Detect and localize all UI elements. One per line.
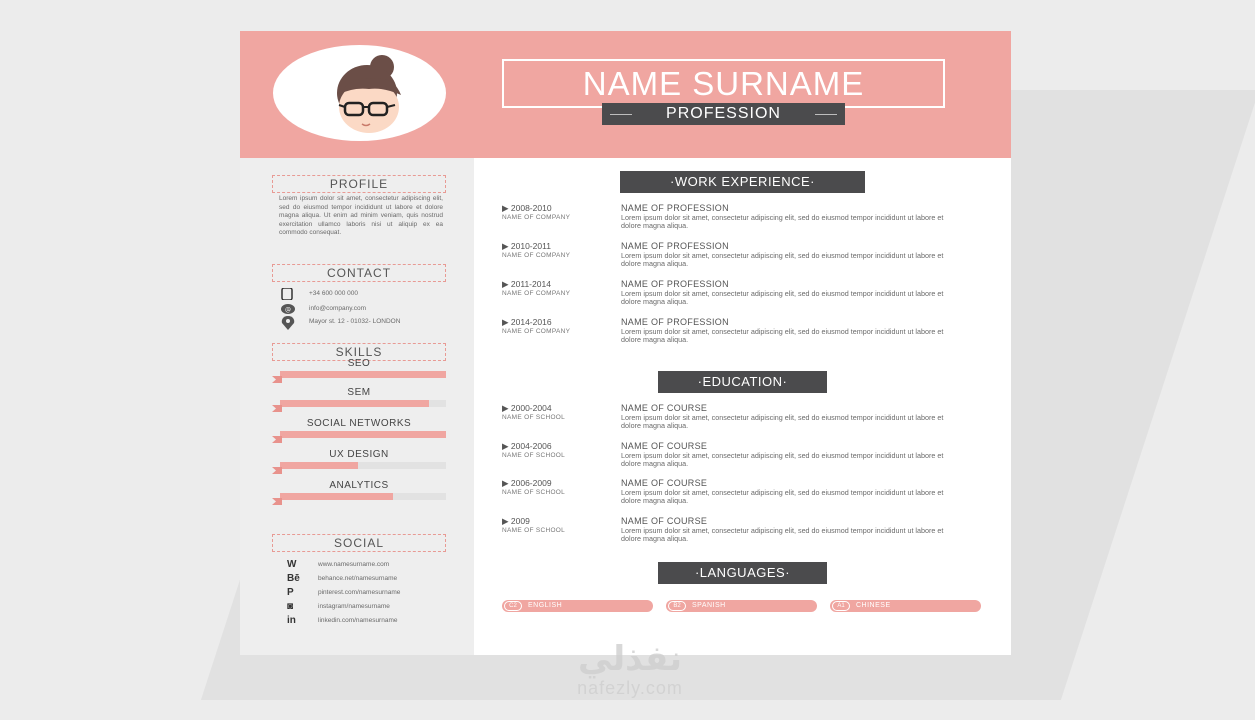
entry-description: Lorem ipsum dolor sit amet, consectetur adipiscing elit, sed do eiusmod tempor incididunt ut labore et dolore magna aliqua. [621, 451, 944, 468]
ribbon-tail-icon [272, 376, 282, 383]
entry-date: ▶ 2011-2014 [502, 279, 551, 289]
social-link-text: www.namesurname.com [318, 561, 390, 568]
skill-bar [280, 493, 446, 500]
skill-bar-fill [280, 400, 429, 407]
phone-icon [280, 288, 294, 300]
language-name: SPANISH [692, 602, 726, 609]
entry-organization: NAME OF SCHOOL [502, 414, 566, 421]
social-behance[interactable] [287, 573, 457, 585]
skill-bar [280, 462, 446, 469]
language-name: CHINESE [856, 602, 891, 609]
entry-date: ▶ 2006-2009 [502, 478, 552, 488]
entry-date: ▶ 2000-2004 [502, 403, 552, 413]
entry-title: NAME OF PROFESSION [621, 203, 729, 213]
entry-title: NAME OF COURSE [621, 516, 708, 526]
watermark-latin: nafezly.com [577, 678, 683, 698]
contact-phone: +34 600 000 000 [280, 288, 460, 300]
skill-bar-fill [280, 371, 446, 378]
entry-title: NAME OF PROFESSION [621, 317, 729, 327]
work-entry [502, 203, 972, 231]
profile-text: Lorem ipsum dolor sit amet, consectetur adipiscing elit, sed do eiusmod tempor incididunt ut labore et dolore magna aliqua. Ut enim ad minim veniam, quis nostrud exercitation ullamco laboris nisi ut aliquip ex ea commodo consequat. [279, 195, 443, 237]
entry-date: ▶ 2008-2010 [502, 203, 552, 213]
entry-description: Lorem ipsum dolor sit amet, consectetur adipiscing elit, sed do eiusmod tempor incididunt ut labore et dolore magna aliqua. [621, 413, 944, 430]
entry-description: Lorem ipsum dolor sit amet, consectetur adipiscing elit, sed do eiusmod tempor incididunt ut labore et dolore magna aliqua. [621, 526, 944, 543]
entry-organization: NAME OF SCHOOL [502, 489, 566, 496]
skill-label: SOCIAL NETWORKS [306, 418, 412, 429]
work-experience-heading: ·WORK EXPERIENCE· [620, 171, 865, 193]
social-linkedin[interactable] [287, 615, 457, 627]
skill-bar-fill [280, 431, 446, 438]
skill-bar [280, 371, 446, 378]
entry-organization: NAME OF SCHOOL [502, 452, 566, 459]
linkedin-icon: in [287, 615, 296, 626]
resume-sheet [240, 31, 1011, 655]
entry-date: ▶ 2004-2006 [502, 441, 552, 451]
entry-description: Lorem ipsum dolor sit amet, consectetur adipiscing elit, sed do eiusmod tempor incididunt ut labore et dolore magna aliqua. [621, 488, 944, 505]
ribbon-tail-icon [272, 498, 282, 505]
skill-bar-fill [280, 493, 393, 500]
wordpress-icon: W [287, 559, 297, 570]
avatar-illustration-icon [273, 45, 446, 141]
resume-header [240, 31, 1011, 158]
language-name: ENGLISH [528, 602, 563, 609]
work-entry [502, 279, 972, 307]
social-link-text: instagram/namesurname [318, 603, 390, 610]
entry-organization: NAME OF COMPANY [502, 252, 571, 259]
full-name: NAME SURNAME [502, 59, 945, 108]
sidebar [240, 158, 474, 655]
social-link-text: linkedin.com/namesurname [318, 617, 398, 624]
entry-description: Lorem ipsum dolor sit amet, consectetur adipiscing elit, sed do eiusmod tempor incididunt ut labore et dolore magna aliqua. [621, 251, 944, 268]
skill-bar [280, 400, 446, 407]
skill-bar [280, 431, 446, 438]
language-english [502, 600, 653, 612]
entry-organization: NAME OF COMPANY [502, 214, 571, 221]
language-level-badge: C2 [504, 601, 522, 611]
entry-description: Lorem ipsum dolor sit amet, consectetur adipiscing elit, sed do eiusmod tempor incididunt ut labore et dolore magna aliqua. [621, 213, 944, 230]
entry-title: NAME OF COURSE [621, 403, 708, 413]
entry-title: NAME OF COURSE [621, 478, 708, 488]
language-level-badge: B2 [668, 601, 686, 611]
language-spanish [666, 600, 817, 612]
social-heading: SOCIAL [272, 534, 446, 552]
social-link-text: behance.net/namesurname [318, 575, 398, 582]
entry-organization: NAME OF SCHOOL [502, 527, 566, 534]
entry-date: ▶ 2009 [502, 516, 530, 526]
work-entry [502, 317, 972, 345]
svg-text:@: @ [285, 306, 291, 314]
entry-date: ▶ 2010-2011 [502, 241, 551, 251]
avatar [273, 45, 446, 141]
ribbon-tail-icon [272, 467, 282, 474]
skills-heading: SKILLS [272, 343, 446, 361]
entry-title: NAME OF COURSE [621, 441, 708, 451]
instagram-icon: ◙ [287, 601, 294, 612]
entry-organization: NAME OF COMPANY [502, 290, 571, 297]
skill-label: SEM [347, 387, 371, 398]
entry-description: Lorem ipsum dolor sit amet, consectetur adipiscing elit, sed do eiusmod tempor incididunt ut labore et dolore magna aliqua. [621, 327, 944, 344]
behance-icon: Bē [287, 573, 300, 584]
language-level-badge: A1 [832, 601, 850, 611]
education-entry [502, 516, 972, 544]
education-heading: ·EDUCATION· [658, 371, 827, 393]
email-icon [280, 303, 296, 315]
skill-label: SEO [347, 358, 371, 369]
skill-label: ANALYTICS [329, 480, 389, 491]
entry-title: NAME OF PROFESSION [621, 241, 729, 251]
language-chinese [830, 600, 981, 612]
social-pinterest[interactable] [287, 587, 457, 599]
watermark [540, 640, 720, 698]
ribbon-tail-icon [272, 405, 282, 412]
contact-heading: CONTACT [272, 264, 446, 282]
contact-address: Mayor st. 12 - 01032- LONDON [280, 316, 460, 328]
education-entry [502, 478, 972, 506]
social-wordpress[interactable] [287, 559, 457, 571]
entry-description: Lorem ipsum dolor sit amet, consectetur adipiscing elit, sed do eiusmod tempor incididunt ut labore et dolore magna aliqua. [621, 289, 944, 306]
ribbon-tail-icon [272, 436, 282, 443]
work-entry [502, 241, 972, 269]
languages-heading: ·LANGUAGES· [658, 562, 827, 584]
entry-title: NAME OF PROFESSION [621, 279, 729, 289]
entry-organization: NAME OF COMPANY [502, 328, 571, 335]
profile-heading: PROFILE [272, 175, 446, 193]
contact-email: @ info@company.com [280, 303, 460, 315]
watermark-arabic: نفذلي [577, 639, 683, 679]
profession-label: PROFESSION [602, 103, 845, 125]
pinterest-icon: P [287, 587, 294, 598]
location-pin-icon [280, 316, 296, 330]
education-entry [502, 403, 972, 431]
entry-date: ▶ 2014-2016 [502, 317, 552, 327]
skill-bar-fill [280, 462, 358, 469]
social-instagram[interactable] [287, 601, 457, 613]
skill-label: UX DESIGN [329, 449, 389, 460]
social-link-text: pinterest.com/namesurname [318, 589, 401, 596]
education-entry [502, 441, 972, 469]
